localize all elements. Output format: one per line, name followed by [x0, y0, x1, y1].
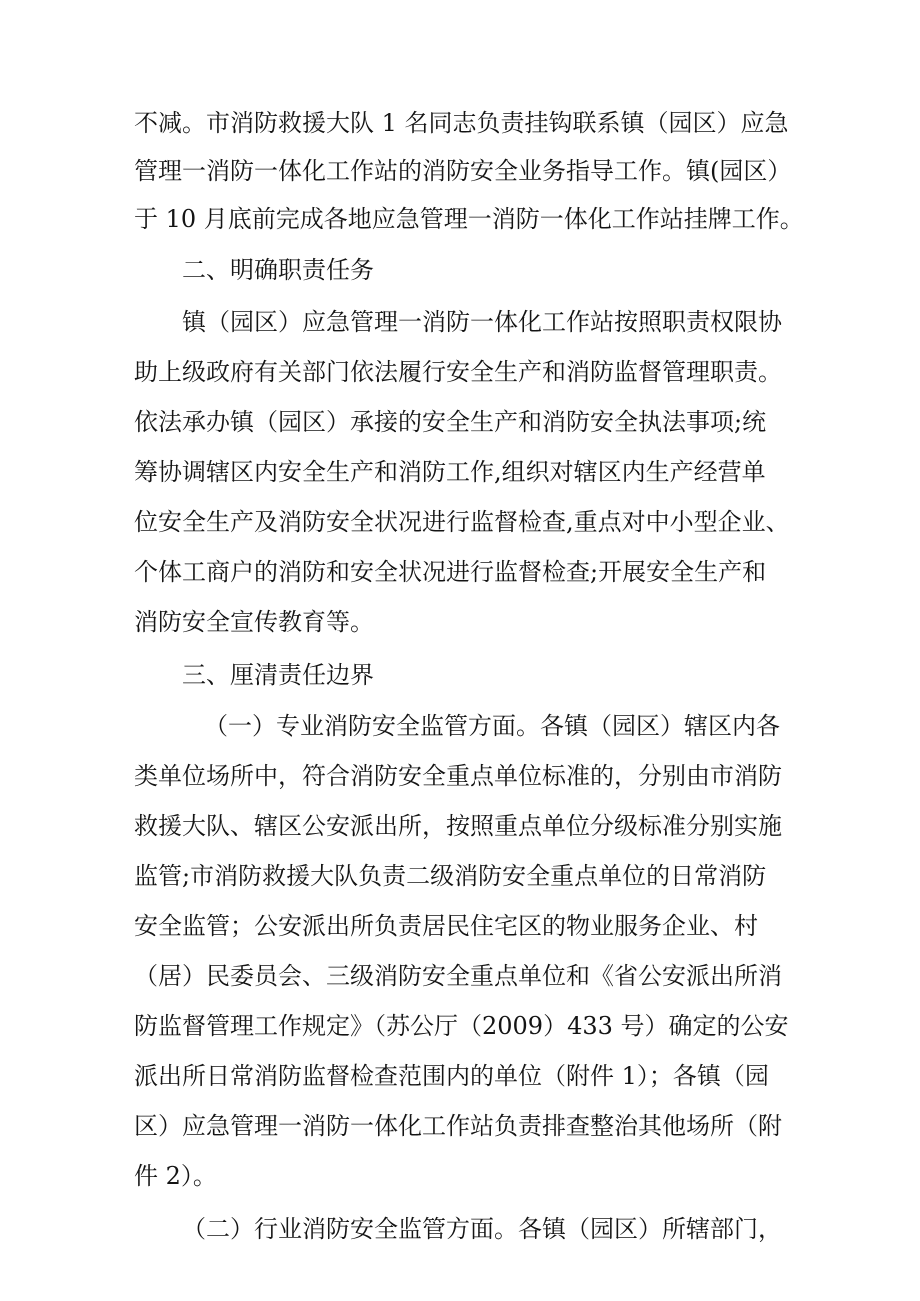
paragraph-line: 安全监管；公安派出所负责居民住宅区的物业服务企业、村 [134, 912, 758, 940]
paragraph-line: 个体工商户的消防和安全状况进行监督检查;开展安全生产和 [134, 558, 767, 586]
paragraph-line: （居）民委员会、三级消防安全重点单位和《省公安派出所消 [134, 962, 782, 990]
paragraph-line: 位安全生产及消防安全状况进行监督检查,重点对中小型企业、 [134, 508, 790, 536]
paragraph-line: 助上级政府有关部门依法履行安全生产和消防监督管理职责。 [134, 358, 782, 386]
paragraph-line: 不减。市消防救援大队 1 名同志负责挂钩联系镇（园区）应急 [134, 109, 789, 137]
paragraph-line: 管理一消防一体化工作站的消防安全业务指导工作。镇(园区） [134, 157, 792, 185]
paragraph-line: （一）专业消防安全监管方面。各镇（园区）辖区内各 [204, 712, 780, 740]
paragraph-line: 于 10 月底前完成各地应急管理一消防一体化工作站挂牌工作。 [134, 205, 804, 233]
paragraph-line: 镇（园区）应急管理一消防一体化工作站按照职责权限协 [182, 308, 782, 336]
section-heading: 二、明确职责任务 [182, 256, 374, 284]
paragraph-line: （二）行业消防安全监管方面。各镇（园区）所辖部门， [182, 1215, 782, 1243]
section-heading: 三、厘清责任边界 [182, 661, 374, 689]
paragraph-line: 件 2）。 [134, 1162, 217, 1190]
paragraph-line: 区）应急管理一消防一体化工作站负责排查整治其他场所（附 [134, 1112, 782, 1140]
paragraph-line: 消防安全宣传教育等。 [134, 608, 374, 636]
paragraph-line: 筹协调辖区内安全生产和消防工作,组织对辖区内生产经营单 [134, 458, 766, 486]
paragraph-line: 监管;市消防救援大队负责二级消防安全重点单位的日常消防 [134, 862, 767, 890]
paragraph-line: 派出所日常消防监督检查范围内的单位（附件 1）；各镇（园 [134, 1062, 769, 1090]
paragraph-line: 依法承办镇（园区）承接的安全生产和消防安全执法事项;统 [134, 408, 767, 436]
paragraph-line: 类单位场所中，符合消防安全重点单位标准的，分别由市消防 [134, 762, 782, 790]
paragraph-line: 救援大队、辖区公安派出所，按照重点单位分级标准分别实施 [134, 812, 782, 840]
paragraph-line: 防监督管理工作规定》（苏公厅（2009）433 号）确定的公安 [134, 1012, 789, 1040]
